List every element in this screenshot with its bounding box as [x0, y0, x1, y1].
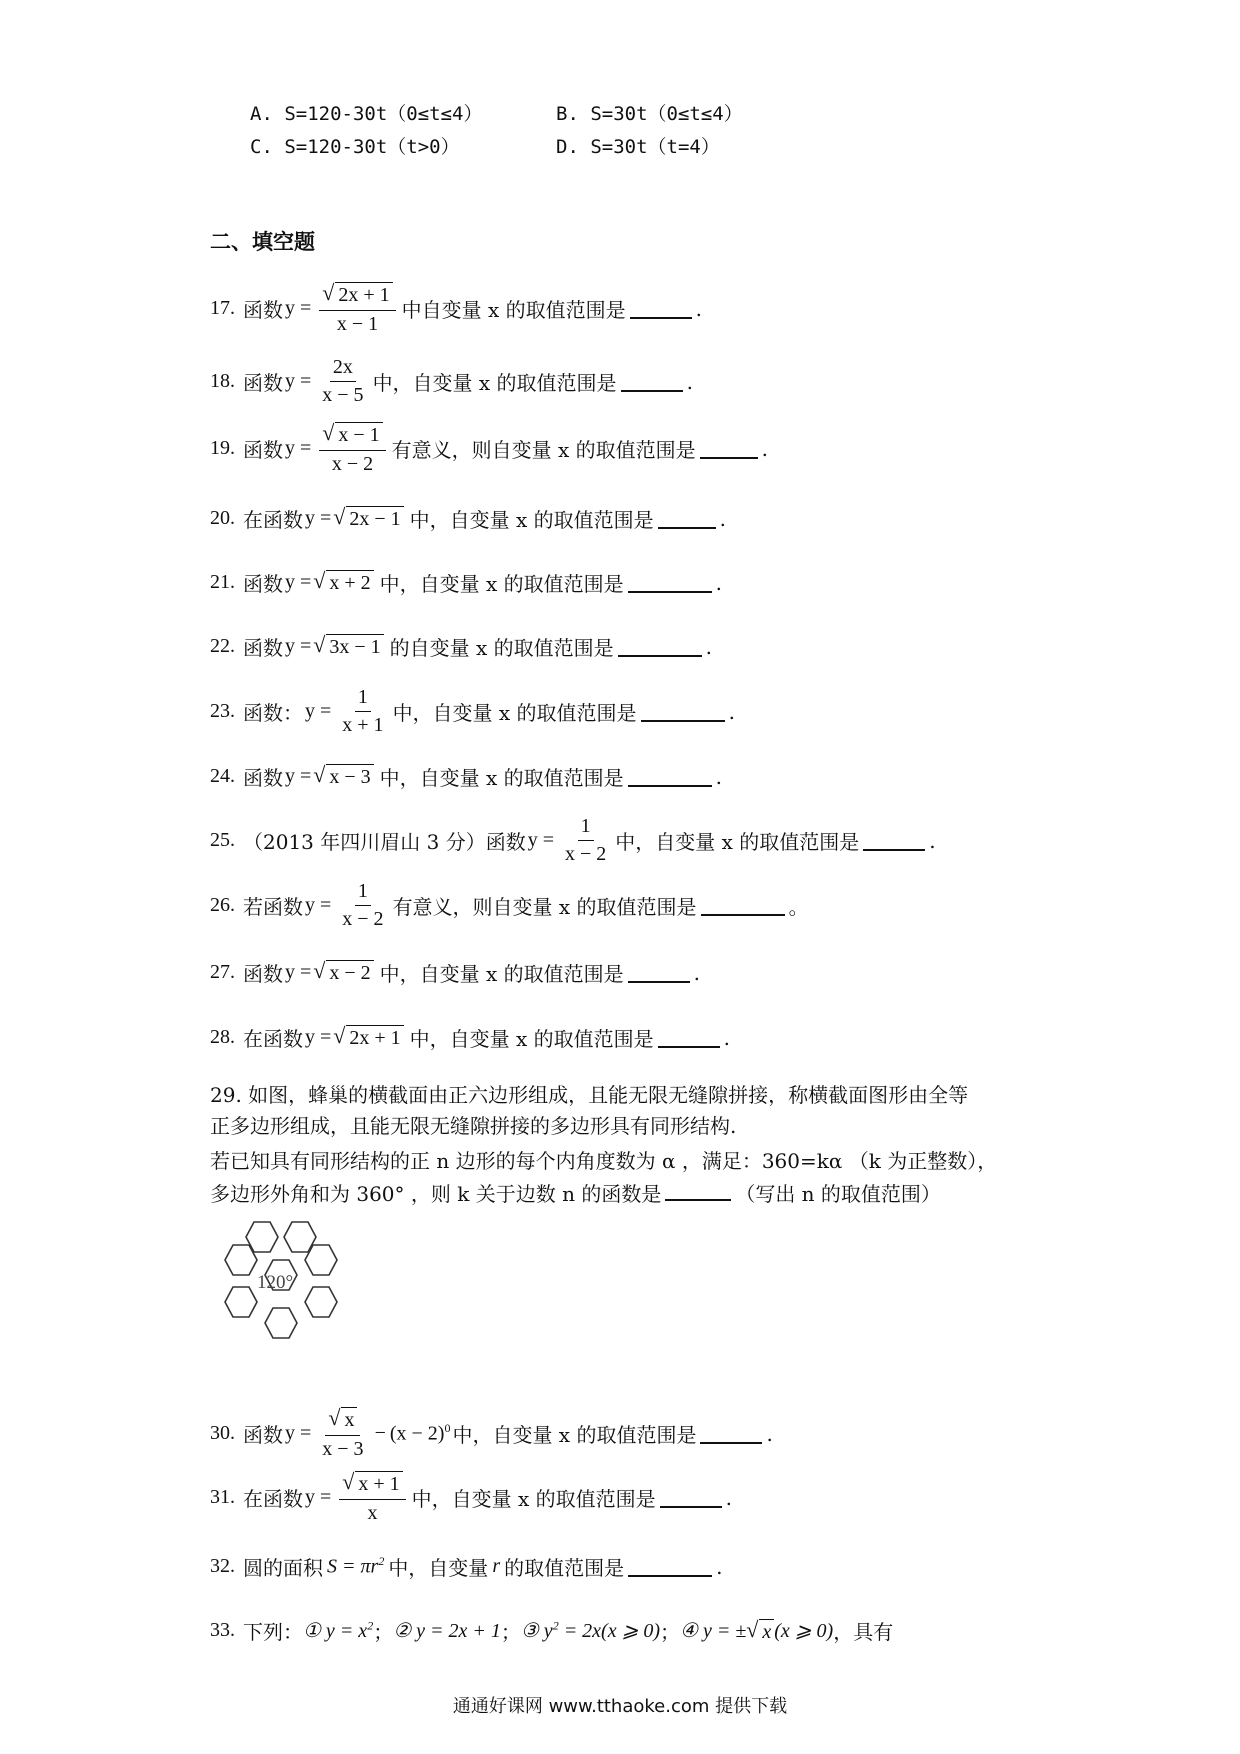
fraction: $\frac{1}{x + 1}$: [342, 686, 384, 736]
answer-blank[interactable]: [628, 573, 712, 593]
question-17: 17. 函数 y = √ 2x + 1 x − 1 中自变量 x 的取值范围是 .: [210, 280, 702, 335]
answer-blank[interactable]: [628, 1557, 712, 1577]
fraction: √ 2x + 1 x − 1: [319, 282, 395, 335]
answer-blank[interactable]: [641, 702, 725, 722]
radical: √ x − 2: [313, 960, 373, 985]
answer-blank[interactable]: [700, 439, 758, 459]
question-26: 26. 若函数 y = $\frac{1}{x - 2}$ 有意义，则自变量 x 的取值范围是 。: [210, 880, 809, 930]
question-19: 19. 函数 y = √ x − 1 x − 2 有意义，则自变量 x 的取值范围是 .: [210, 420, 768, 475]
option-d: D. S=30t（t=4）: [556, 136, 720, 158]
footer-credit: 通通好课网 www.tthaoke.com 提供下载: [452, 1696, 788, 1717]
question-32: 32. 圆的面积 $S = \pi r^2$ 中，自变量 r 的取值范围是 .: [210, 1554, 723, 1580]
question-29-line-1: 29. 如图，蜂巢的横截面由正六边形组成，且能无限无缝隙拼接，称横截面图形由全等: [210, 1083, 969, 1107]
option-a: A. S=120-30t（0≤t≤4）: [250, 103, 483, 125]
answer-blank[interactable]: [660, 1488, 722, 1508]
answer-blank[interactable]: [665, 1181, 731, 1201]
hexagon: [225, 1287, 257, 1317]
hexagon: [225, 1245, 257, 1275]
answer-blank[interactable]: [618, 637, 702, 657]
radical: √ x − 3: [313, 764, 373, 789]
question-33: 33. 下列： ① $y = x^2$ ； ② y = 2x + 1 ； ③ $y^2 = 2x(x$ ⩾ 0) ； ④ y = ± √ x (x ⩾ 0) ，具有: [210, 1616, 894, 1644]
answer-blank[interactable]: [628, 963, 690, 983]
angle-label: 120°: [257, 1272, 294, 1293]
answer-blank[interactable]: [630, 299, 692, 319]
option-b: B. S=30t（0≤t≤4）: [556, 103, 743, 125]
fraction: √ x x − 3: [322, 1405, 364, 1460]
answer-blank[interactable]: [658, 1028, 720, 1048]
question-29-line-2: 正多边形组成，且能无限无缝隙拼接的多边形具有同形结构.: [210, 1114, 737, 1138]
question-21: 21. 函数 y = √ x + 2 中，自变量 x 的取值范围是 .: [210, 568, 722, 596]
hexagon: [305, 1287, 337, 1317]
question-20: 20. 在函数 y = √ 2x − 1 中，自变量 x 的取值范围是 .: [210, 504, 726, 532]
hexagon: [265, 1308, 297, 1338]
honeycomb-figure: [205, 1215, 355, 1360]
section-title: 二、填空题: [210, 230, 315, 254]
fraction: $\frac{2x}{x - 5}$: [322, 356, 364, 406]
question-31: 31. 在函数 y = √ x + 1 x 中，自变量 x 的取值范围是 .: [210, 1469, 732, 1524]
radical: √ x + 2: [313, 570, 373, 595]
answer-blank[interactable]: [658, 509, 716, 529]
answer-blank[interactable]: [863, 831, 925, 851]
question-24: 24. 函数 y = √ x − 3 中，自变量 x 的取值范围是 .: [210, 762, 722, 790]
answer-blank[interactable]: [700, 1424, 762, 1444]
fraction: $\frac{1}{x - 2}$: [342, 880, 384, 930]
radical: √ 2x + 1: [333, 1025, 403, 1050]
question-18: 18. 函数 y = $\frac{2x}{x - 5}$ 中，自变量 x 的取值范围是 .: [210, 356, 693, 406]
radical: √ 2x − 1: [333, 506, 403, 531]
question-25: 25. （2013 年四川眉山 3 分）函数 y = $\frac{1}{x - 2}$ 中，自变量 x 的取值范围是 .: [210, 815, 936, 865]
answer-blank[interactable]: [621, 372, 683, 392]
radical: √ 3x − 1: [313, 634, 383, 659]
answer-blank[interactable]: [628, 767, 712, 787]
question-22: 22. 函数 y = √ 3x − 1 的自变量 x 的取值范围是 .: [210, 632, 712, 660]
fraction: $\frac{1}{x - 2}$: [564, 815, 607, 865]
question-27: 27. 函数 y = √ x − 2 中，自变量 x 的取值范围是 .: [210, 958, 700, 986]
question-30: 30. 函数 y = √ x x − 3 − $(x - 2)^0$ 中，自变量 x 的取值范围是 .: [210, 1405, 773, 1460]
answer-blank[interactable]: [701, 896, 785, 916]
hexagon: [305, 1245, 337, 1275]
question-28: 28. 在函数 y = √ 2x + 1 中，自变量 x 的取值范围是 .: [210, 1023, 730, 1051]
question-23: 23. 函数： y = $\frac{1}{x + 1}$ 中，自变量 x 的取值范围是 .: [210, 686, 735, 736]
question-29-line-4: 多边形外角和为 360° ，则 k 关于边数 n 的函数是 （写出 n 的取值范围）: [210, 1182, 941, 1206]
fraction: √ x + 1 x: [339, 1471, 405, 1524]
option-c: C. S=120-30t（t>0）: [250, 136, 460, 158]
fraction: √ x − 1 x − 2: [319, 422, 385, 475]
question-29-line-3: 若已知具有同形结构的正 n 边形的每个内角度数为 α ，满足：360=kα （k 为正整数），: [210, 1149, 998, 1173]
